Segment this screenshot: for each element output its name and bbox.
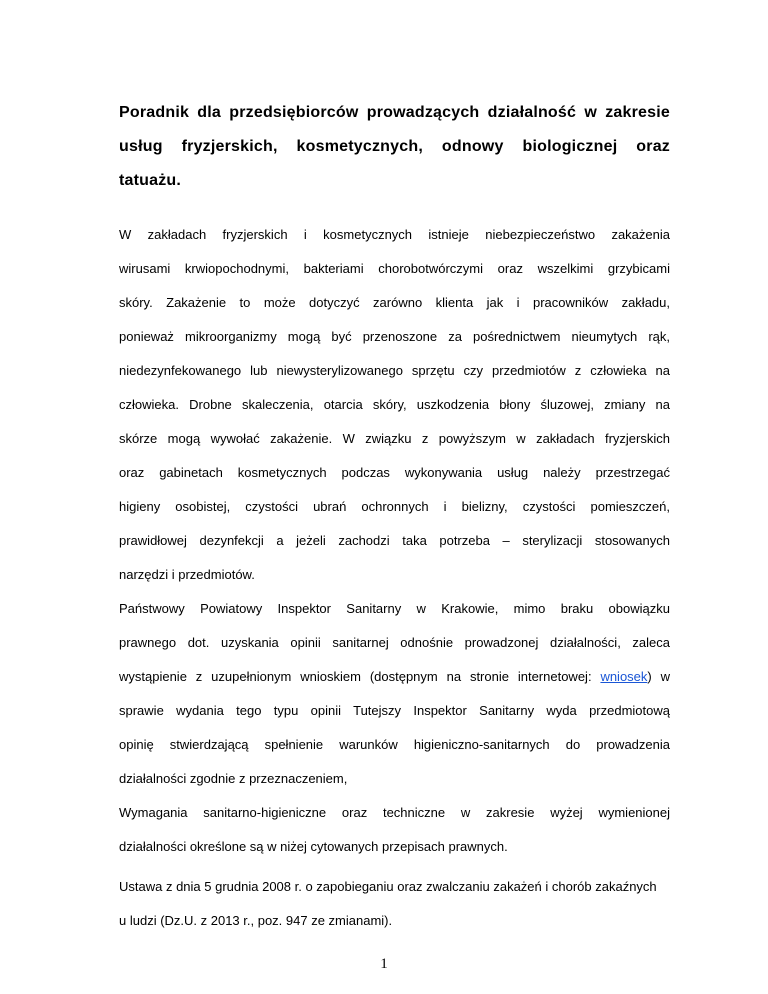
text-line: oraz gabinetach kosmetycznych podczas wykonywania usług należy przestrzegać (119, 465, 670, 480)
text-line: działalności zgodnie z przeznaczeniem, (119, 771, 348, 786)
text-line: sprawie wydania tego typu opinii Tutejszy Inspektor Sanitarny wyda przedmiotową (119, 703, 670, 718)
paragraph-legal-act (119, 870, 670, 938)
text-line: skórze mogą wywołać zakażenie. W związku z powyższym w zakładach fryzjerskich (119, 431, 670, 446)
text-line: narzędzi i przedmiotów. (119, 567, 255, 582)
text-line: W zakładach fryzjerskich i kosmetycznych istnieje niebezpieczeństwo zakażenia (119, 227, 670, 242)
page-number: 1 (380, 956, 388, 972)
text-segment: ) w (647, 669, 670, 684)
text-line: ponieważ mikroorganizmy mogą być przenoszone za pośrednictwem nieumytych rąk, (119, 329, 670, 344)
text-line: opinię stwierdzającą spełnienie warunków higieniczno-sanitarnych do prowadzenia (119, 737, 670, 752)
application-form-link[interactable]: wniosek (600, 669, 648, 684)
text-line: prawidłowej dezynfekcji a jeżeli zachodzi taka potrzeba – sterylizacji stosowanych (119, 533, 670, 548)
text-line: prawnego dot. uzyskania opinii sanitarnej odnośnie prowadzonej działalności, zaleca (119, 635, 670, 650)
text-line: Ustawa z dnia 5 grudnia 2008 r. o zapobieganiu oraz zwalczaniu zakażeń i chorób zakaźnych (119, 879, 657, 894)
text-line: Państwowy Powiatowy Inspektor Sanitarny w Krakowie, mimo braku obowiązku (119, 601, 670, 616)
text-line: higieny osobistej, czystości ubrań ochronnych i bielizny, czystości pomieszczeń, (119, 499, 670, 514)
text-line: u ludzi (Dz.U. z 2013 r., poz. 947 ze zmianami). (119, 913, 393, 928)
paragraph-inspector-recommendation (119, 592, 670, 864)
title-line: usług fryzjerskich, kosmetycznych, odnowy biologicznej oraz (119, 138, 670, 155)
text-line: Wymagania sanitarno-higieniczne oraz techniczne w zakresie wyżej wymienionej (119, 805, 670, 820)
document-title (119, 96, 670, 198)
title-line: tatuażu. (119, 172, 182, 189)
text-segment: wystąpienie z uzupełnionym wnioskiem (dostępnym na stronie internetowej: (119, 669, 601, 684)
text-line: człowieka. Drobne skaleczenia, otarcia skóry, uszkodzenia błony śluzowej, zmiany na (119, 397, 670, 412)
text-line-with-link (119, 660, 670, 694)
text-line: działalności określone są w niżej cytowanych przepisach prawnych. (119, 839, 508, 854)
text-line: wirusami krwiopochodnymi, bakteriami chorobotwórczymi oraz wszelkimi grzybicami (119, 261, 670, 276)
text-line: niedezynfekowanego lub niewysterylizowanego sprzętu czy przedmiotów z człowieka na (119, 363, 670, 378)
paragraph-hygiene-risk (119, 218, 670, 592)
text-line: skóry. Zakażenie to może dotyczyć zarówno klienta jak i pracowników zakładu, (119, 295, 670, 310)
title-line: Poradnik dla przedsiębiorców prowadzących działalność w zakresie (119, 104, 670, 121)
